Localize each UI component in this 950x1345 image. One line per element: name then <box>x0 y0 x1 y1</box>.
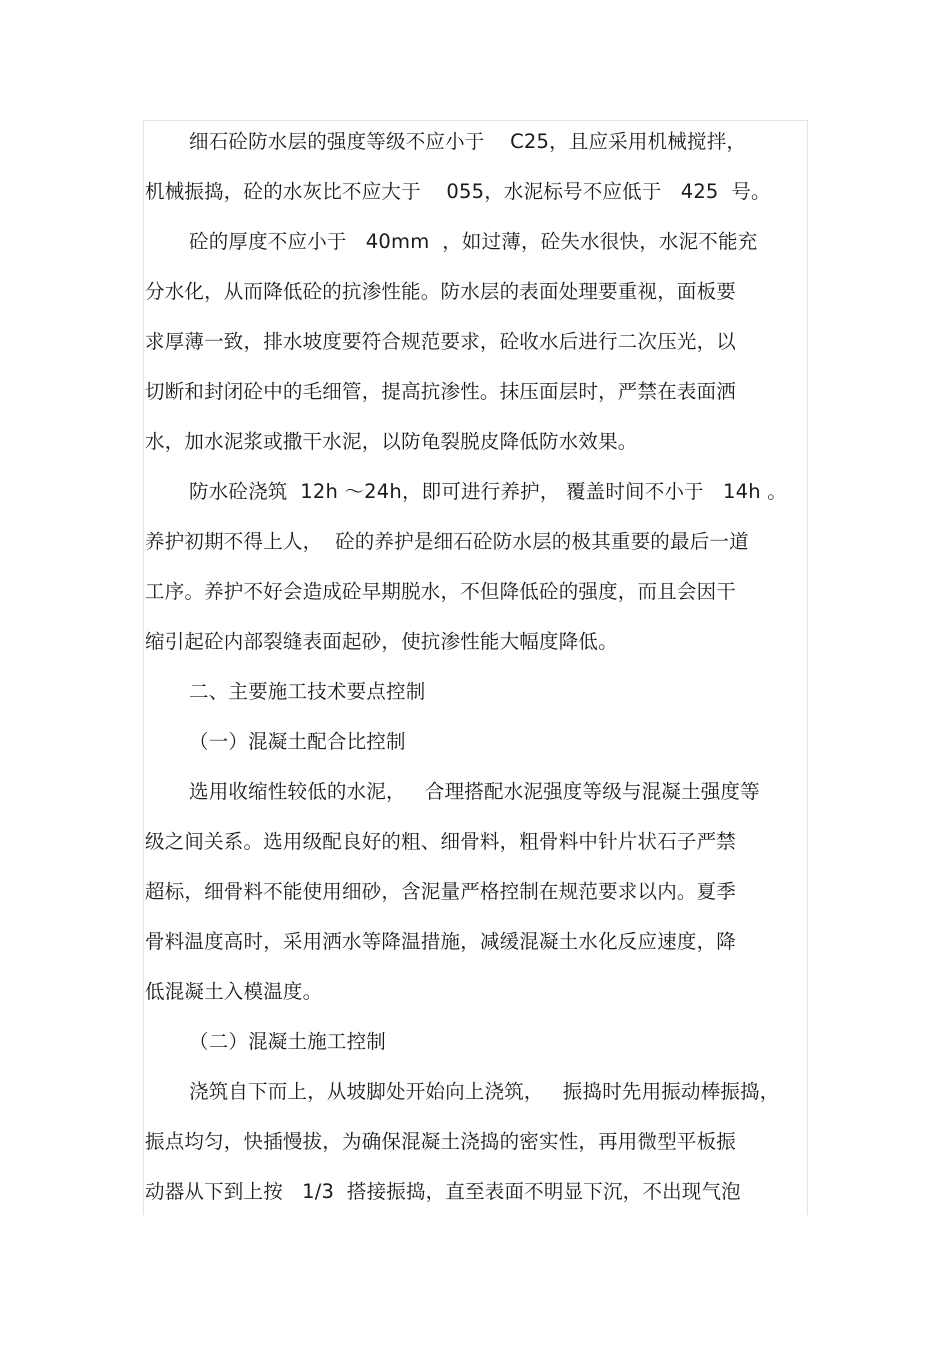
text-line: 细石砼防水层的强度等级不应小于 C25，且应采用机械搅拌， <box>189 130 747 153</box>
text-line: 动器从下到上按 1/3 搭接振捣，直至表面不明显下沉，不出现气泡 <box>145 1180 741 1203</box>
text-line: 机械振捣，砼的水灰比不应大于 055，水泥标号不应低于 425 号。 <box>145 180 771 203</box>
subsection-heading: （一）混凝土配合比控制 <box>189 730 406 753</box>
text-line: 超标，细骨料不能使用细砂，含泥量严格控制在规范要求以内。夏季 <box>145 880 737 903</box>
text-line: 选用收缩性较低的水泥， 合理搭配水泥强度等级与混凝土强度等 <box>189 780 760 803</box>
text-line: 分水化，从而降低砼的抗渗性能。防水层的表面处理要重视，面板要 <box>145 280 737 303</box>
section-heading: 二、主要施工技术要点控制 <box>189 680 426 703</box>
text-line: 养护初期不得上人， 砼的养护是细石砼防水层的极其重要的最后一道 <box>145 530 749 553</box>
text-line: 级之间关系。选用级配良好的粗、细骨料，粗骨料中针片状石子严禁 <box>145 830 737 853</box>
text-line: 工序。养护不好会造成砼早期脱水，不但降低砼的强度，而且会因干 <box>145 580 737 603</box>
text-line: 防水砼浇筑 12h ～24h，即可进行养护， 覆盖时间不小于 14h 。 <box>189 480 787 503</box>
text-line: 缩引起砼内部裂缝表面起砂，使抗渗性能大幅度降低。 <box>145 630 618 653</box>
text-line: 砼的厚度不应小于 40mm ，如过薄，砼失水很快，水泥不能充 <box>189 230 758 253</box>
text-line: 水，加水泥浆或撒干水泥，以防龟裂脱皮降低防水效果。 <box>145 430 638 453</box>
text-line: 振点均匀，快插慢拔，为确保混凝土浇捣的密实性，再用微型平板振 <box>145 1130 737 1153</box>
text-line: 低混凝土入模温度。 <box>145 980 323 1003</box>
text-line: 骨料温度高时，采用洒水等降温措施，减缓混凝土水化反应速度，降 <box>145 930 737 953</box>
subsection-heading: （二）混凝土施工控制 <box>189 1030 387 1053</box>
text-line: 切断和封闭砼中的毛细管，提高抗渗性。抹压面层时，严禁在表面洒 <box>145 380 737 403</box>
text-line: 求厚薄一致，排水坡度要符合规范要求，砼收水后进行二次压光，以 <box>145 330 737 353</box>
text-line: 浇筑自下而上，从坡脚处开始向上浇筑， 振捣时先用振动棒振捣， <box>189 1080 780 1103</box>
